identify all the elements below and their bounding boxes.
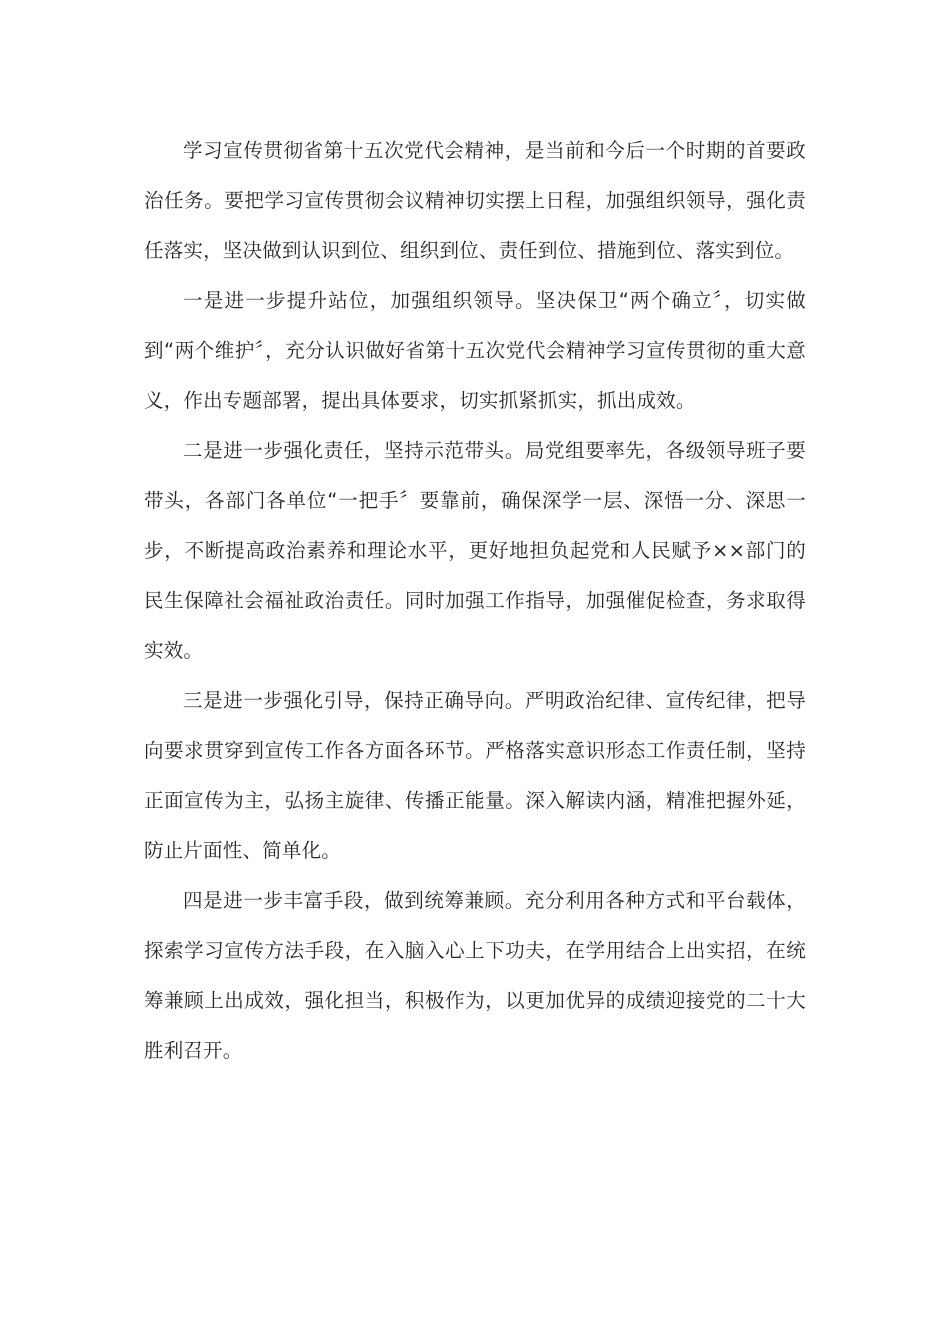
paragraph-point-four: 四是进一步丰富手段，做到统筹兼顾。充分利用各种方式和平台载体，探索学习宣传方法手段，在入脑入心上下功夫，在学用结合上出实招，在统筹兼顾上出成效，强化担当，积极作为，以更加优异的成绩迎接党的二十大胜利召开。 [144,889,806,1062]
document-body [144,126,806,1076]
paragraph-point-two: 二是进一步强化责任，坚持示范带头。局党组要率先，各级领导班子要带头，各部门各单位“一把手〞要靠前，确保深学一层、深悟一分、深思一步，不断提高政治素养和理论水平，更好地担负起党和人民赋予××部门的民生保障社会福祉政治责任。同时加强工作指导，加强催促检查，务求取得实效。 [144,439,806,662]
paragraph-intro: 学习宣传贯彻省第十五次党代会精神，是当前和今后一个时期的首要政治任务。要把学习宣传贯彻会议精神切实摆上日程，加强组织领导，强化责任落实，坚决做到认识到位、组织到位、责任到位、措施到位、落实到位。 [144,139,806,262]
paragraph-point-one: 一是进一步提升站位，加强组织领导。坚决保卫“两个确立〞，切实做到“两个维护〞，充分认识做好省第十五次党代会精神学习宣传贯彻的重大意义，作出专题部署，提出具体要求，切实抓紧抓实，抓出成效。 [144,289,806,412]
paragraph-point-three: 三是进一步强化引导，保持正确导向。严明政治纪律、宣传纪律，把导向要求贯穿到宣传工作各方面各环节。严格落实意识形态工作责任制，坚持正面宣传为主，弘扬主旋律、传播正能量。深入解读内涵，精准把握外延，防止片面性、简单化。 [144,689,806,862]
